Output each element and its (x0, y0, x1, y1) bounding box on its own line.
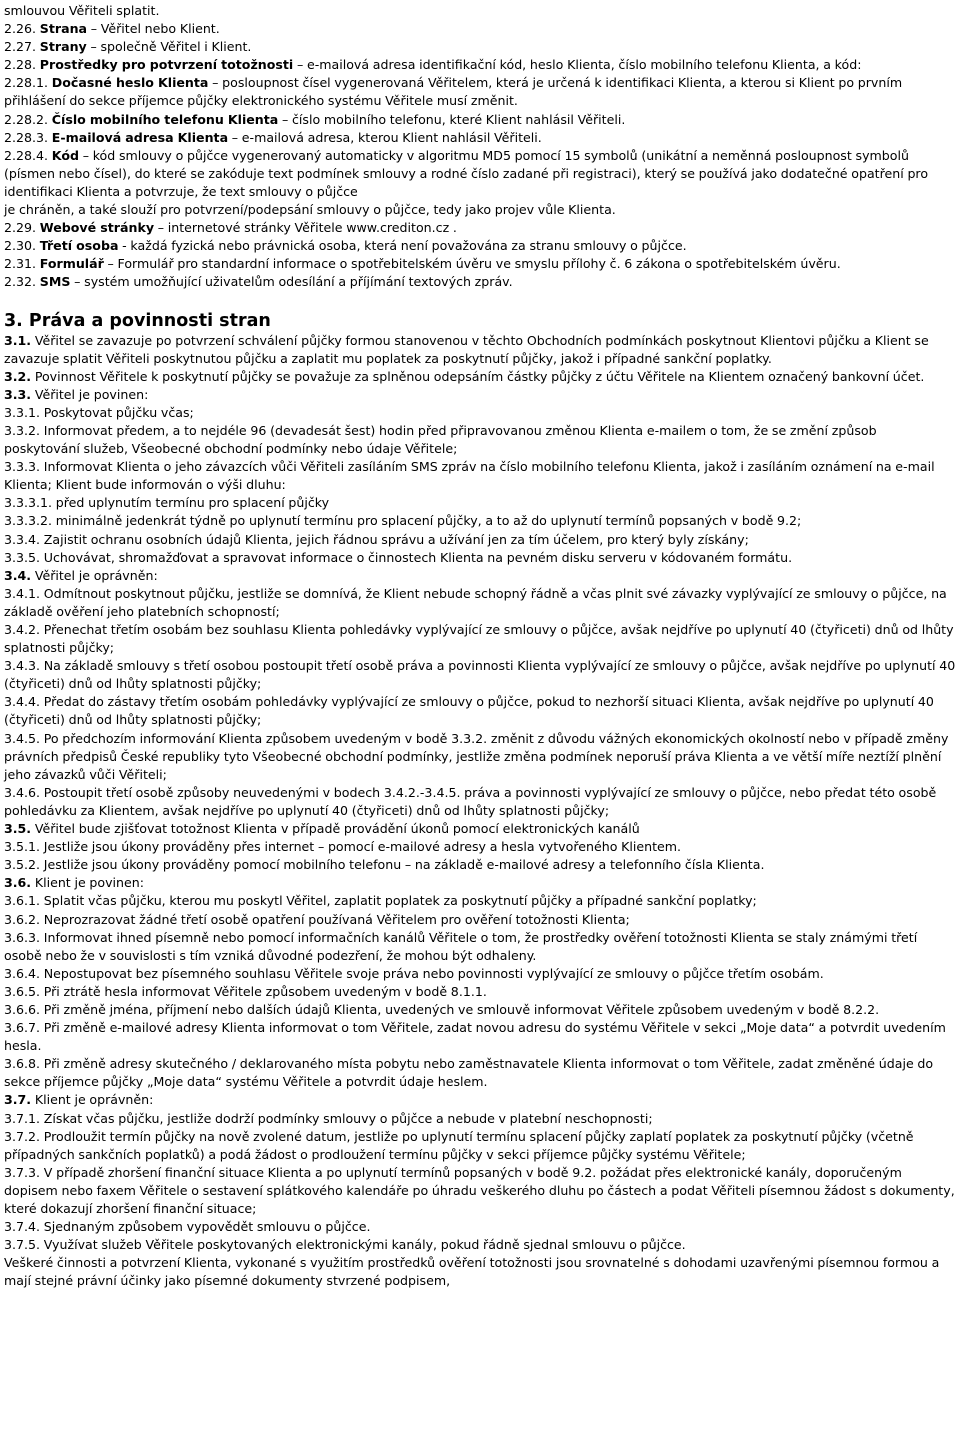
clause-paragraph (4, 273, 956, 291)
clause-text: – Věřitel nebo Klient. (87, 21, 220, 37)
clause-paragraph (4, 838, 956, 856)
clause-text: 3.3.1. Poskytovat půjčku včas; (4, 404, 194, 420)
clause-paragraph (4, 531, 956, 549)
clause-paragraph (4, 856, 956, 874)
clause-text: Věřitel je povinen: (31, 386, 149, 402)
section-heading: 3. Práva a povinnosti stran (4, 310, 271, 331)
clause-text: – společně Věřitel i Klient. (86, 39, 252, 55)
clause-term: 3.2. (4, 368, 32, 384)
clause-number: 2.28. (4, 57, 37, 73)
clause-text: 3.4.5. Po předchozím informování Klienta způsobem uvedeným v bodě 3.3.2. změnit z důvodu vážných ekonomických okolností nebo v případě změny právních předpisů České republiky tyto Všeobecné obchodní podmínky, jestliže změna podmínek neporuší práva Klienta a ve větší míře neztíží plnění jeho závazků vůči Věřiteli; (4, 730, 949, 782)
clause-text: je chráněn, a také slouží pro potvrzení/podepsání smlouvy o půjčce, tedy jako projev vůle Klienta. (4, 202, 616, 218)
clause-number: 2.26. (4, 21, 37, 37)
clause-term: Třetí osoba (39, 238, 119, 254)
clause-term: Strana (39, 21, 88, 37)
clause-term: 3.6. (4, 875, 32, 891)
clause-number: 2.31. (4, 256, 37, 272)
clause-number: 2.32. (4, 274, 37, 290)
clause-paragraph (4, 621, 956, 657)
clause-paragraph (4, 1236, 956, 1254)
clause-text: 3.6.1. Splatit včas půjčku, kterou mu poskytl Věřitel, zaplatit poplatek za poskytnutí půjčky a případné sankční poplatky; (4, 893, 757, 909)
clause-text: 3.7.1. Získat včas půjčku, jestliže dodrží podmínky smlouvy o půjčce a nebude v platební neschopnosti; (4, 1110, 653, 1126)
clause-paragraph (4, 512, 956, 530)
clause-paragraph (4, 567, 956, 585)
clause-text: 3.3.5. Uchovávat, shromažďovat a spravovat informace o činnostech Klienta na pevném disku serveru v kódovaném formátu. (4, 549, 793, 565)
clause-number: 2.28.1. (4, 75, 49, 91)
clause-text: 3.4.3. Na základě smlouvy s třetí osobou postoupit třetí osobě práva a povinnosti Klienta vyplývající ze smlouvy o půjčce, avšak nejdříve po uplynutí 40 (čtyřiceti) dnů od lhůty splatnosti půjčky; (4, 658, 956, 692)
clause-term: Dočasné heslo Klienta (51, 75, 209, 91)
clause-text: smlouvou Věřiteli splatit. (4, 3, 160, 18)
clause-paragraph (4, 1110, 956, 1128)
clause-text: Klient je oprávněn: (31, 1092, 154, 1108)
clause-paragraph (4, 1218, 956, 1236)
clause-paragraph (4, 56, 956, 74)
clause-term: 3.5. (4, 821, 32, 837)
clause-paragraph (4, 1164, 956, 1218)
clause-text: 3.3.3.1. před uplynutím termínu pro splacení půjčky (4, 495, 330, 511)
clause-text: - každá fyzická nebo právnická osoba, která není považována za stranu smlouvy o půjčce. (118, 238, 687, 254)
clause-paragraph (4, 965, 956, 983)
clause-paragraph (4, 929, 956, 965)
clause-number: 2.29. (4, 220, 37, 236)
clause-text: Klient je povinen: (31, 875, 144, 891)
clause-paragraph (4, 494, 956, 512)
clause-paragraph (4, 820, 956, 838)
clause-text: – e-mailová adresa, kterou Klient nahlásil Věřiteli. (228, 129, 542, 145)
clause-paragraph (4, 219, 956, 237)
clause-paragraph (4, 2, 956, 20)
clause-text: 3.6.3. Informovat ihned písemně nebo pomocí informačních kanálů Věřitele o tom, že prostředky ověření totožnosti Klienta se staly známými třetí osobě nebo že v souvislosti s tím vzniká důvodné podezření, že mohou být odhaleny. (4, 929, 918, 963)
clause-paragraph (4, 404, 956, 422)
clause-term: Strany (39, 39, 87, 55)
clause-text: 3.7.2. Prodloužit termín půjčky na nově zvolené datum, jestliže po uplynutí termínu splacení půjčky zaplatí poplatek za poskytnutí půjčky (včetně případných sankčních poplatků) a podá žádost o prodloužení termínu půjčky v sekci příjemce půjčky systému Věřitele; (4, 1128, 914, 1162)
clause-text: Věřitel bude zjišťovat totožnost Klienta v případě provádění úkonů pomocí elektronických kanálů (31, 821, 640, 837)
clause-number: 2.27. (4, 39, 37, 55)
clause-term: Číslo mobilního telefonu Klienta (51, 111, 279, 127)
clause-paragraph (4, 784, 956, 820)
clause-term: 3.3. (4, 386, 32, 402)
clause-paragraph (4, 20, 956, 38)
clause-text: 3.6.6. Při změně jména, příjmení nebo dalších údajů Klienta, uvedených ve smlouvě informovat Věřitele způsobem uvedeným v bodě 8.2.2. (4, 1001, 880, 1017)
clause-paragraph (4, 147, 956, 201)
clause-paragraph (4, 892, 956, 910)
clause-text: 3.3.4. Zajistit ochranu osobních údajů Klienta, jejich řádnou správu a užívání jen za tím účelem, pro který byly získány; (4, 531, 749, 547)
clause-text: – internetové stránky Věřitele www.crediton.cz . (154, 220, 457, 236)
clause-text: – systém umožňující uživatelům odesílání a příjímání textových zpráv. (70, 274, 513, 290)
clause-term: 3.7. (4, 1092, 32, 1108)
clause-paragraph (4, 237, 956, 255)
clause-number: 2.28.2. (4, 111, 49, 127)
clause-paragraph (4, 1001, 956, 1019)
clause-text: – Formulář pro standardní informace o spotřebitelském úvěru ve smyslu přílohy č. 6 zákona o spotřebitelském úvěru. (103, 256, 841, 272)
clause-paragraph (4, 549, 956, 567)
clause-term: 3.1. (4, 332, 32, 348)
clause-term: Formulář (39, 256, 104, 272)
clause-paragraph (4, 983, 956, 1001)
clause-paragraph (4, 111, 956, 129)
clause-text: 3.7.3. V případě zhoršení finanční situace Klienta a po uplynutí termínů popsaných v bodě 9.2. požádat přes elektronické kanály, doporučeným dopisem nebo faxem Věřitele o sestavení splátkového kalendáře po úhradu veškerého dluhu po částech a podat Věřiteli písemnou žádost s dokumenty, které dokazují zhoršení finanční situace; (4, 1164, 955, 1216)
clause-text: Věřitel se zavazuje po potvrzení schválení půjčky formou stanovenou v těchto Obchodních podmínkách poskytnout Klientovi půjčku a Klient se zavazuje splatit Věřiteli poskytnutou půjčku a zaplatit mu poplatek za poskytnutí půjčky, jakož i případné sankční poplatky. (4, 332, 929, 366)
section-spacer (4, 292, 956, 310)
clause-text: 3.6.2. Neprozrazovat žádné třetí osobě opatření používaná Věřitelem pro ověření totožnosti Klienta; (4, 911, 630, 927)
clause-paragraph (4, 201, 956, 219)
clause-paragraph (4, 585, 956, 621)
clause-number: 2.28.4. (4, 147, 49, 163)
clause-text: 3.6.5. Při ztrátě hesla informovat Věřitele způsobem uvedeným v bodě 8.1.1. (4, 983, 487, 999)
clause-paragraph (4, 386, 956, 404)
clause-text: 3.3.2. Informovat předem, a to nejdéle 96 (devadesát šest) hodin před připravovanou změnou Klienta e-mailem o tom, že se změní způsob poskytování služeb, Všeobecné obchodní podmínky nebo údaje Věřitele; (4, 422, 877, 457)
clause-number: 2.30. (4, 238, 37, 254)
clause-term: SMS (39, 274, 71, 290)
clause-term: Webové stránky (39, 220, 155, 236)
clause-text: 3.3.3. Informovat Klienta o jeho závazcích vůči Věřiteli zasíláním SMS zpráv na číslo mobilního telefonu Klienta, jakož i zasíláním oznámení na e-mail Klienta; Klient bude informován o výši dluhu: (4, 459, 935, 493)
clause-paragraph (4, 911, 956, 929)
clause-paragraph (4, 255, 956, 273)
clause-term: E-mailová adresa Klienta (51, 129, 229, 145)
clause-text: Povinnost Věřitele k poskytnutí půjčky se považuje za splněnou odepsáním částky půjčky z účtu Věřitele na Klientem označený bankovní účet. (31, 368, 925, 384)
clause-paragraph (4, 422, 956, 458)
clause-paragraph (4, 38, 956, 56)
clause-text: 3.6.4. Nepostupovat bez písemného souhlasu Věřitele svoje práva nebo povinnosti vyplývající ze smlouvy o půjčce třetím osobám. (4, 965, 824, 981)
clause-paragraph (4, 1055, 956, 1091)
clause-paragraph (4, 730, 956, 784)
clause-paragraph (4, 1019, 956, 1055)
clause-text: 3.3.3.2. minimálně jedenkrát týdně po uplynutí termínu pro splacení půjčky, a to až do uplynutí termínů popsaných v bodě 9.2; (4, 513, 802, 529)
clause-text: 3.4.6. Postoupit třetí osobě způsoby neuvedenými v bodech 3.4.2.-3.4.5. práva a povinnosti vyplývající ze smlouvy o půjčce, nebo předat této osobě pohledávku za Klientem, avšak nejdříve po uplynutí 40 (čtyřiceti) dnů od lhůty splatnosti půjčky; (4, 784, 937, 818)
clause-paragraph (4, 368, 956, 386)
clause-text: Veškeré činnosti a potvrzení Klienta, vykonané s využitím prostředků ověření totožnosti jsou srovnatelné s dohodami uzavřenými písemnou formou a mají stejné právní účinky jako písemné dokumenty stvrzené podpisem, (4, 1255, 940, 1289)
clause-text: 3.5.2. Jestliže jsou úkony prováděny pomocí mobilního telefonu – na základě e-mailové adresy a telefonního čísla Klienta. (4, 857, 765, 873)
clause-text: 3.4.1. Odmítnout poskytnout půjčku, jestliže se domnívá, že Klient nebude schopný řádně a včas plnit své závazky vyplývající ze smlouvy o půjčce, na základě ověření jeho platebních schopností; (4, 585, 947, 619)
clause-paragraph (4, 1254, 956, 1290)
clause-text: – číslo mobilního telefonu, které Klient nahlásil Věřiteli. (278, 111, 626, 127)
clause-number: 2.28.3. (4, 129, 49, 145)
clause-paragraph (4, 657, 956, 693)
clause-text: 3.7.5. Využívat služeb Věřitele poskytovaných elektronickými kanály, pokud řádně sjednal smlouvu o půjčce. (4, 1237, 686, 1253)
clause-term: Prostředky pro potvrzení totožnosti (39, 57, 294, 73)
clause-text: 3.5.1. Jestliže jsou úkony prováděny přes internet – pomocí e-mailové adresy a hesla vytvořeného Klientem. (4, 839, 682, 855)
clause-paragraph (4, 129, 956, 147)
clause-paragraph (4, 1091, 956, 1109)
clause-paragraph (4, 874, 956, 892)
clause-term: 3.4. (4, 567, 32, 583)
clause-paragraph (4, 74, 956, 110)
clause-text: 3.7.4. Sjednaným způsobem vypovědět smlouvu o půjčce. (4, 1219, 371, 1235)
clause-paragraph (4, 693, 956, 729)
clause-paragraph (4, 1128, 956, 1164)
clause-text: – kód smlouvy o půjčce vygenerovaný automaticky v algoritmu MD5 pomocí 15 symbolů (unikátní a neměnná posloupnost symbolů (písmen nebo čísel), do které se zakóduje text podmínek smlouvy a rodné číslo zadané při registraci), který se používá jako dodatečné opatření pro identifikaci Klienta a potvrzuje, že text smlouvy o půjčce (4, 147, 929, 199)
clause-text: 3.6.7. Při změně e-mailové adresy Klienta informovat o tom Věřitele, zadat novou adresu do systému Věřitele v sekci „Moje data“ a potvrdit uvedením hesla. (4, 1020, 946, 1054)
clause-paragraph (4, 332, 956, 368)
clause-text: Věřitel je oprávněn: (31, 567, 158, 583)
clause-text: 3.4.2. Přenechat třetím osobám bez souhlasu Klienta pohledávky vyplývající ze smlouvy o půjčce, avšak nejdříve po uplynutí 40 (čtyřiceti) dnů od lhůty splatnosti půjčky; (4, 622, 954, 656)
clause-text: 3.4.4. Předat do zástavy třetím osobám pohledávky vyplývající ze smlouvy o půjčce, pokud to nezhorší situaci Klienta, avšak nejdříve po uplynutí 40 (čtyřiceti) dnů od lhůty splatnosti půjčky; (4, 694, 934, 728)
clause-text: – posloupnost čísel vygenerovaná Věřitelem, která je určená k identifikaci Klienta, a kterou si Klient po prvním přihlášení do sekce příjemce půjčky elektronického systému Věřitele musí změnit. (4, 75, 903, 109)
clause-paragraph (4, 458, 956, 494)
clause-text: 3.6.8. Při změně adresy skutečného / deklarovaného místa pobytu nebo zaměstnavatele Klienta informovat o tom Věřitele, zadat změněné údaje do sekce příjemce půjčky „Moje data“ systému Věřitele a potvrdit údaje heslem. (4, 1056, 934, 1090)
clause-term: Kód (51, 147, 79, 163)
clause-text: – e-mailová adresa identifikační kód, heslo Klienta, číslo mobilního telefonu Klienta, a kód: (293, 57, 862, 73)
